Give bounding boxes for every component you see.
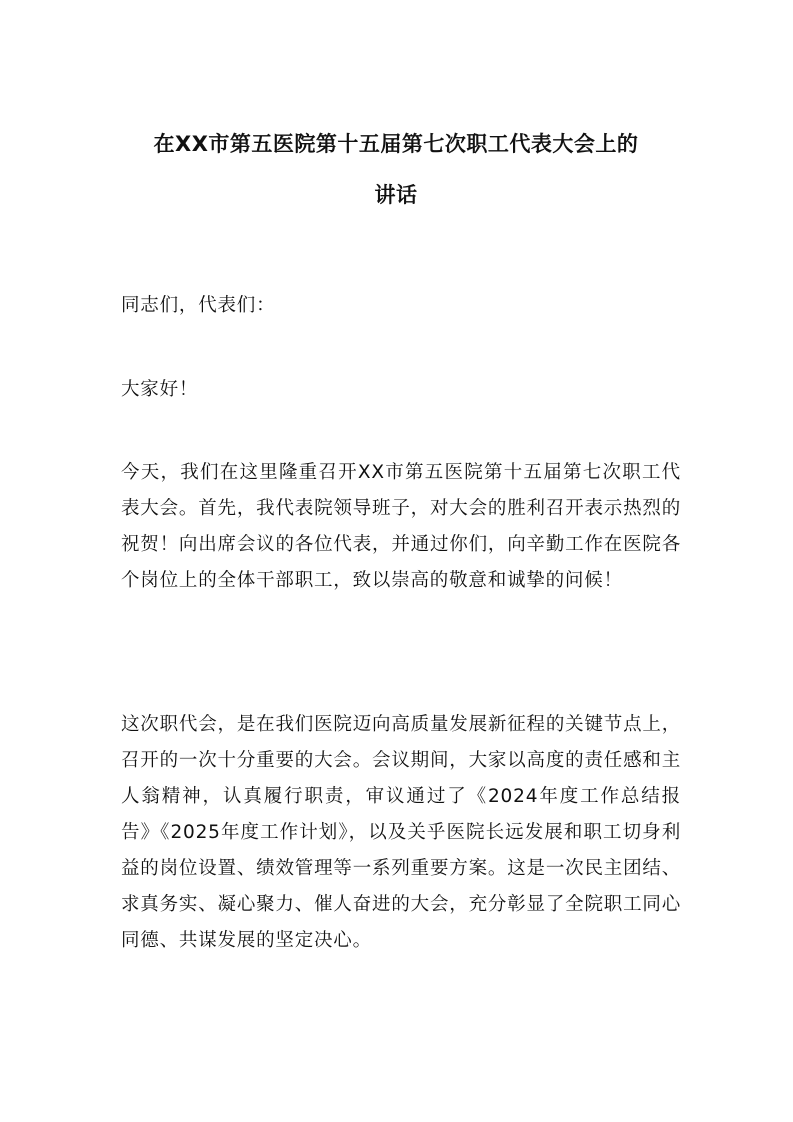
greeting: 大家好！: [121, 379, 199, 400]
document-title: 在XX市第五医院第十五届第七次职工代表大会上的: [153, 132, 639, 156]
body-paragraph: 这次职代会，是在我们医院迈向高质量发展新征程的关键节点上，召开的一次十分重要的大会。会议期间，大家以高度的责任感和主人翁精神，认真履行职责，审议通过了《2024年度工作总结报告》《2025年度工作计划》，以及关乎医院长远发展和职工切身利益的岗位设置、绩效管理等一系列重要方案。这是一次民主团结、求真务实、凝心聚力、催人奋进的大会，充分彰显了全院职工同心同德、共谋发展的坚定决心。: [121, 714, 681, 951]
salutation: 同志们，代表们：: [121, 295, 276, 316]
body-paragraph: 今天，我们在这里隆重召开XX市第五医院第十五届第七次职工代表大会。首先，我代表院领导班子，对大会的胜利召开表示热烈的祝贺！向出席会议的各位代表，并通过你们，向辛勤工作在医院各个岗位上的全体干部职工，致以崇高的敬意和诚挚的问候！: [121, 462, 681, 591]
document-title-continued: 讲话: [374, 183, 418, 207]
